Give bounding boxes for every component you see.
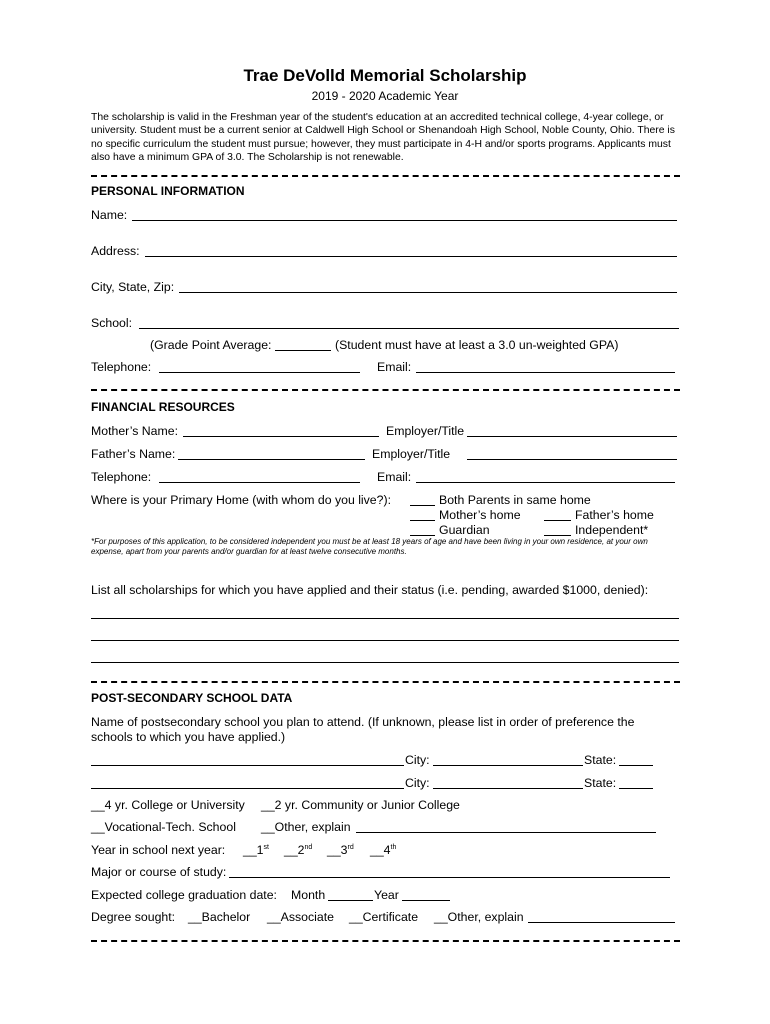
section-divider <box>91 681 680 683</box>
parent-telephone-field[interactable] <box>159 482 360 483</box>
school-2-state-field[interactable] <box>619 788 653 789</box>
telephone-label: Telephone: <box>91 360 152 374</box>
father-employer-field[interactable] <box>467 459 677 460</box>
option-other-school[interactable]: __Other, explain <box>261 820 351 834</box>
school-2-city-label: City: <box>405 776 430 790</box>
graduation-year-field[interactable] <box>402 900 450 901</box>
address-field[interactable] <box>145 256 677 257</box>
mother-employer-field[interactable] <box>467 436 677 437</box>
mothers-home-checkbox[interactable] <box>410 520 435 521</box>
year-option-3rd[interactable] <box>327 843 354 857</box>
intro-paragraph: The scholarship is valid in the Freshman year of the student's education at an accredited technical college, 4-year college, or university. Student must be a current senior at Caldwell High School or Shenandoah High School, Noble County, Ohio. There is no specific curriculum the student must pursue; however, they must participate in 4-H and/or sports programs. Applicants must also have a minimum GPA of 3.0. The Scholarship is not renewable. <box>91 112 675 163</box>
degree-associate-option[interactable]: __Associate <box>267 910 334 924</box>
telephone-field[interactable] <box>159 372 360 373</box>
year-4-suffix: th <box>390 843 397 851</box>
option-2yr-college[interactable]: __2 yr. Community or Junior College <box>261 798 460 812</box>
school-1-city-label: City: <box>405 753 430 767</box>
scholarships-line-1[interactable] <box>91 618 679 619</box>
academic-year: 2019 - 2020 Academic Year <box>311 89 459 103</box>
year-4-text: __4 <box>370 843 391 857</box>
email-label: Email: <box>377 360 412 374</box>
degree-sought-label: Degree sought: <box>91 910 176 924</box>
year-1-text: __1 <box>243 843 264 857</box>
section-divider <box>91 940 680 942</box>
school-label: School: <box>91 316 133 330</box>
degree-certificate-option[interactable]: __Certificate <box>349 910 419 924</box>
mother-name-label: Mother’s Name: <box>91 424 179 438</box>
year-option-4th[interactable] <box>370 843 396 857</box>
year-1-suffix: st <box>263 843 269 851</box>
major-label: Major or course of study: <box>91 865 227 879</box>
other-school-explain-field[interactable] <box>356 832 656 833</box>
year-option-1st[interactable] <box>243 843 269 857</box>
option-4yr-college[interactable]: __4 yr. College or University <box>91 798 245 812</box>
scholarships-line-3[interactable] <box>91 662 679 663</box>
year-2-text: __2 <box>284 843 305 857</box>
father-name-label: Father’s Name: <box>91 447 176 461</box>
school-1-field[interactable] <box>91 765 404 766</box>
parent-email-label: Email: <box>377 470 412 484</box>
both-parents-label: Both Parents in same home <box>439 493 591 507</box>
school-2-state-label: State: <box>584 776 617 790</box>
gpa-label: (Grade Point Average: <box>150 338 272 352</box>
father-name-field[interactable] <box>178 459 365 460</box>
postsecondary-prompt-line1: Name of postsecondary school you plan to attend. (If unknown, please list in order of preference the <box>91 715 635 729</box>
father-employer-label: Employer/Title <box>372 447 451 461</box>
year-3-suffix: rd <box>347 843 354 851</box>
email-field[interactable] <box>416 372 675 373</box>
document-title: Trae DeVolld Memorial Scholarship <box>243 66 527 85</box>
section-heading-postsecondary: POST-SECONDARY SCHOOL DATA <box>91 691 293 705</box>
school-1-state-label: State: <box>584 753 617 767</box>
school-field[interactable] <box>139 328 679 329</box>
year-option-2nd[interactable] <box>284 843 312 857</box>
postsecondary-prompt-line2: schools to which you have applied.) <box>91 730 286 744</box>
degree-other-option[interactable]: __Other, explain <box>434 910 524 924</box>
year-in-school-label: Year in school next year: <box>91 843 226 857</box>
major-field[interactable] <box>229 877 670 878</box>
name-label: Name: <box>91 208 128 222</box>
degree-other-explain-field[interactable] <box>528 922 675 923</box>
school-1-state-field[interactable] <box>619 765 653 766</box>
mother-name-field[interactable] <box>183 436 379 437</box>
school-1-city-field[interactable] <box>433 765 583 766</box>
independent-footnote: *For purposes of this application, to be considered independent you must be at least 18 years of age and have been living in your own residence, at your own expense, apart from your parents and/or guardian for at least twelve consecutive months. <box>91 537 648 556</box>
name-field[interactable] <box>132 220 677 221</box>
both-parents-checkbox[interactable] <box>410 505 435 506</box>
guardian-checkbox[interactable] <box>410 535 435 536</box>
city-state-zip-label: City, State, Zip: <box>91 280 175 294</box>
gpa-requirement-note: (Student must have at least a 3.0 un-weighted GPA) <box>335 338 619 352</box>
school-2-field[interactable] <box>91 788 404 789</box>
mothers-home-label: Mother’s home <box>439 508 521 522</box>
fathers-home-checkbox[interactable] <box>544 520 571 521</box>
primary-home-question: Where is your Primary Home (with whom do you live?): <box>91 493 391 507</box>
year-3-text: __3 <box>327 843 348 857</box>
parent-telephone-label: Telephone: <box>91 470 152 484</box>
graduation-month-field[interactable] <box>328 900 373 901</box>
school-2-city-field[interactable] <box>433 788 583 789</box>
parent-email-field[interactable] <box>416 482 675 483</box>
section-heading-financial: FINANCIAL RESOURCES <box>91 400 235 414</box>
year-2-suffix: nd <box>304 843 313 851</box>
independent-label: Independent* <box>575 523 649 537</box>
scholarships-prompt: List all scholarships for which you have applied and their status (i.e. pending, awarded $1000, denied): <box>91 583 649 597</box>
graduation-month-label: Month <box>291 888 326 902</box>
gpa-field[interactable] <box>275 350 331 351</box>
fathers-home-label: Father’s home <box>575 508 654 522</box>
degree-bachelor-option[interactable]: __Bachelor <box>188 910 251 924</box>
option-vocational[interactable]: __Vocational-Tech. School <box>91 820 236 834</box>
graduation-date-label: Expected college graduation date: <box>91 888 277 902</box>
section-heading-personal: PERSONAL INFORMATION <box>91 184 245 198</box>
section-divider <box>91 389 680 391</box>
graduation-year-label: Year <box>374 888 399 902</box>
address-label: Address: <box>91 244 140 258</box>
independent-checkbox[interactable] <box>544 535 571 536</box>
city-state-zip-field[interactable] <box>179 292 677 293</box>
guardian-label: Guardian <box>439 523 490 537</box>
scholarships-line-2[interactable] <box>91 640 679 641</box>
section-divider <box>91 175 680 177</box>
mother-employer-label: Employer/Title <box>386 424 465 438</box>
